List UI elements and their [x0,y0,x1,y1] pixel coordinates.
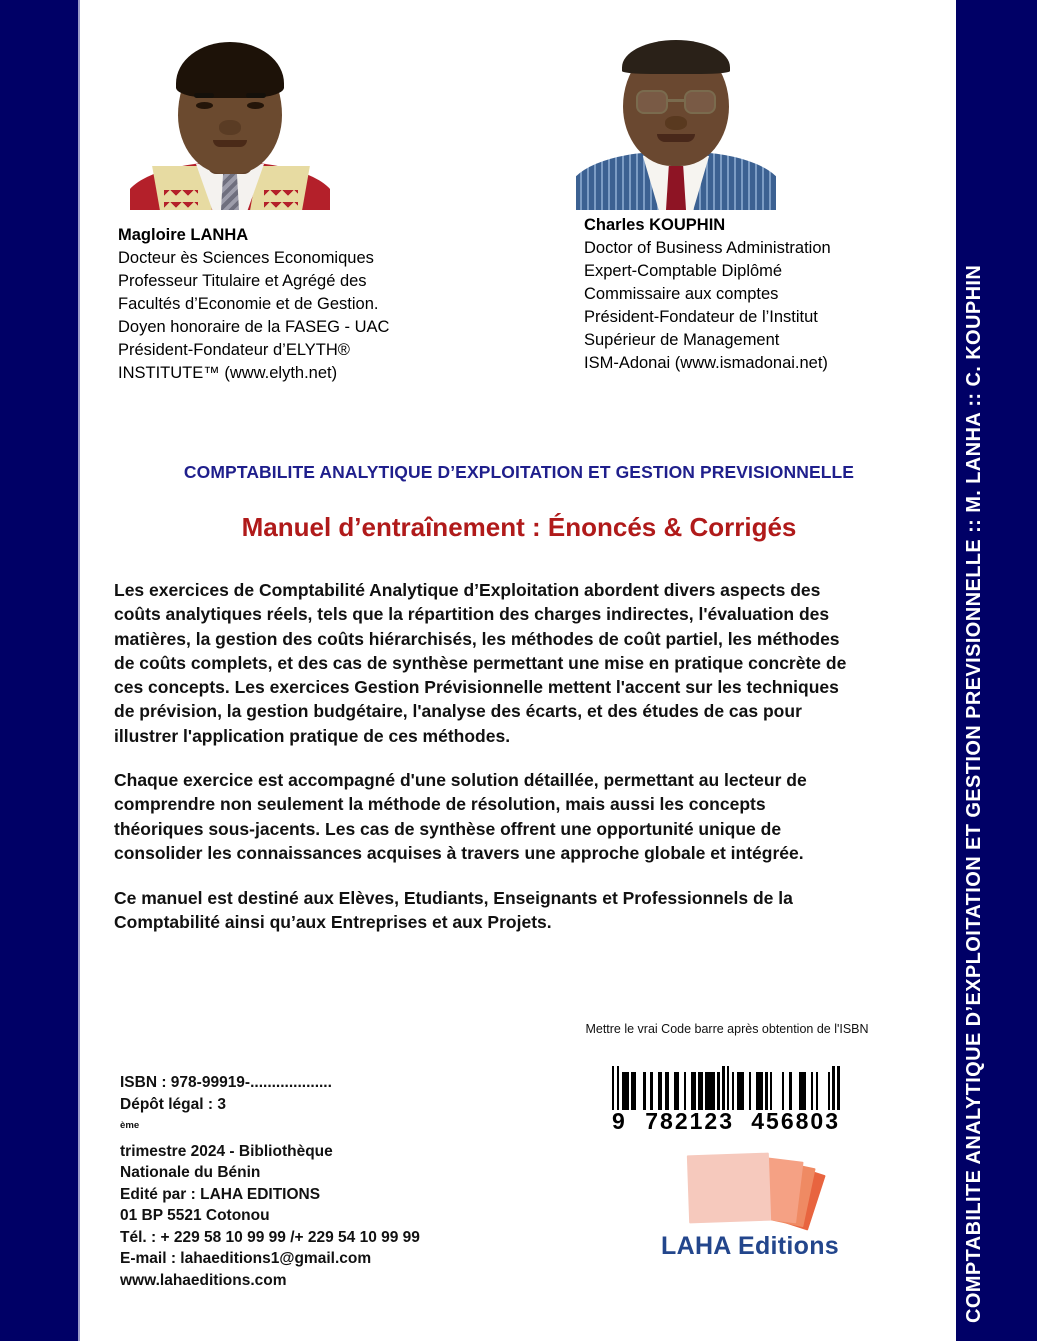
cover-content [82,0,956,1341]
imprint-depot-line2: Nationale du Bénin [120,1164,261,1182]
author-bio-kouphin [584,214,956,375]
author-name: Charles KOUPHIN [584,216,726,234]
left-navy-band [0,0,80,1341]
publisher-logo [650,1152,850,1261]
barcode-group-left: 782123 [645,1108,734,1134]
imprint-phone: Tél. : + 229 58 10 99 99 /+ 229 54 10 99 99 [120,1228,420,1246]
author-bio-line: Président-Fondateur d’ELYTH® [118,341,350,359]
spine-title-text: COMPTABILITE ANALYTIQUE D’EXPLOITATION ET GESTION PREVISIONNELLE :: M. LANHA :: C. KOUPHIN [962,264,985,1323]
blurb-paragraph-3: Ce manuel est destiné aux Elèves, Etudiants, Enseignants et Professionnels de la Comptabilité ainsi qu’aux Entreprises et aux Projets. [114,888,793,933]
book-spine [956,0,1037,1341]
author-bio-line: Doctor of Business Administration [584,239,831,257]
author-bio-line: Supérieur de Management [584,331,780,349]
author-block-kouphin [576,28,956,375]
author-photo-lanha [130,28,330,210]
imprint-block [120,1072,540,1291]
author-name: Magloire LANHA [118,226,249,244]
imprint-email: E-mail : lahaeditions1@gmail.com [120,1250,372,1268]
stacked-pages-icon [670,1152,830,1230]
author-bio-line: INSTITUTE™ (www.elyth.net) [118,364,338,382]
imprint-address: 01 BP 5521 Cotonou [120,1207,270,1225]
barcode-note: Mettre le vrai Code barre après obtention de l'ISBN [585,1022,869,1036]
author-bio-line: Facultés d’Economie et de Gestion. [118,295,379,313]
author-photo-kouphin [576,28,776,210]
author-bio-line: Président-Fondateur de l’Institut [584,308,818,326]
author-bio-line: Professeur Titulaire et Agrégé des [118,272,367,290]
author-bio-line: Commissaire aux comptes [584,285,779,303]
author-bio-line: ISM-Adonai (www.ismadonai.net) [584,354,828,372]
imprint-website: www.lahaeditions.com [120,1271,287,1289]
author-block-lanha [118,28,498,385]
blurb-paragraph-2: Chaque exercice est accompagné d'une solution détaillée, permettant au lecteur de comprendre non seulement la méthode de résolution, mais aussi les concepts théoriques sous-jacents. Les cas de synthèse offrent une opportunité unique de consolider les connaissances acquises à travers une approche globale et intégrée. [114,770,807,863]
imprint-editor: Edité par : LAHA EDITIONS [120,1185,321,1203]
author-bio-lanha [118,224,498,385]
barcode-lead-digit: 9 [612,1108,626,1134]
book-subtitle: Manuel d’entraînement : Énoncés & Corrigés [241,512,797,542]
author-bio-line: Doyen honoraire de la FASEG - UAC [118,318,390,336]
imprint-depot-legal: Dépôt légal : 3 $^{ème}$ trimestre 2024 - Bibliothèque [120,1095,333,1160]
author-bio-line: Docteur ès Sciences Economiques [118,249,374,267]
author-bio-line: Expert-Comptable Diplômé [584,262,783,280]
publisher-logo-text: LAHA Editions [661,1232,839,1260]
book-main-title: COMPTABILITE ANALYTIQUE D’EXPLOITATION ET GESTION PREVISIONNELLE [183,462,855,482]
barcode-group-right: 456803 [751,1108,840,1134]
blurb-paragraph-1: Les exercices de Comptabilité Analytique d’Exploitation abordent divers aspects des coûts analytiques réels, tels que la répartition des charges indirectes, l'évaluation des matières, la gestion des coûts hiérarchisés, les méthodes de coût partiel, les méthodes de coûts complets, et des cas de synthèse permettant une mise en pratique concrète de ces concepts. Les exercices Gestion Prévisionnelle mettent l'accent sur les techniques de prévision, la gestion budgétaire, l'analyse des écarts, et des études de cas pour illustrer l'application pratique de ces méthodes. [114,580,847,746]
barcode-digits [612,1108,840,1135]
barcode-bars [612,1066,840,1110]
isbn-barcode [612,1066,840,1135]
imprint-isbn: ISBN : 978-99919-................... [120,1074,332,1091]
